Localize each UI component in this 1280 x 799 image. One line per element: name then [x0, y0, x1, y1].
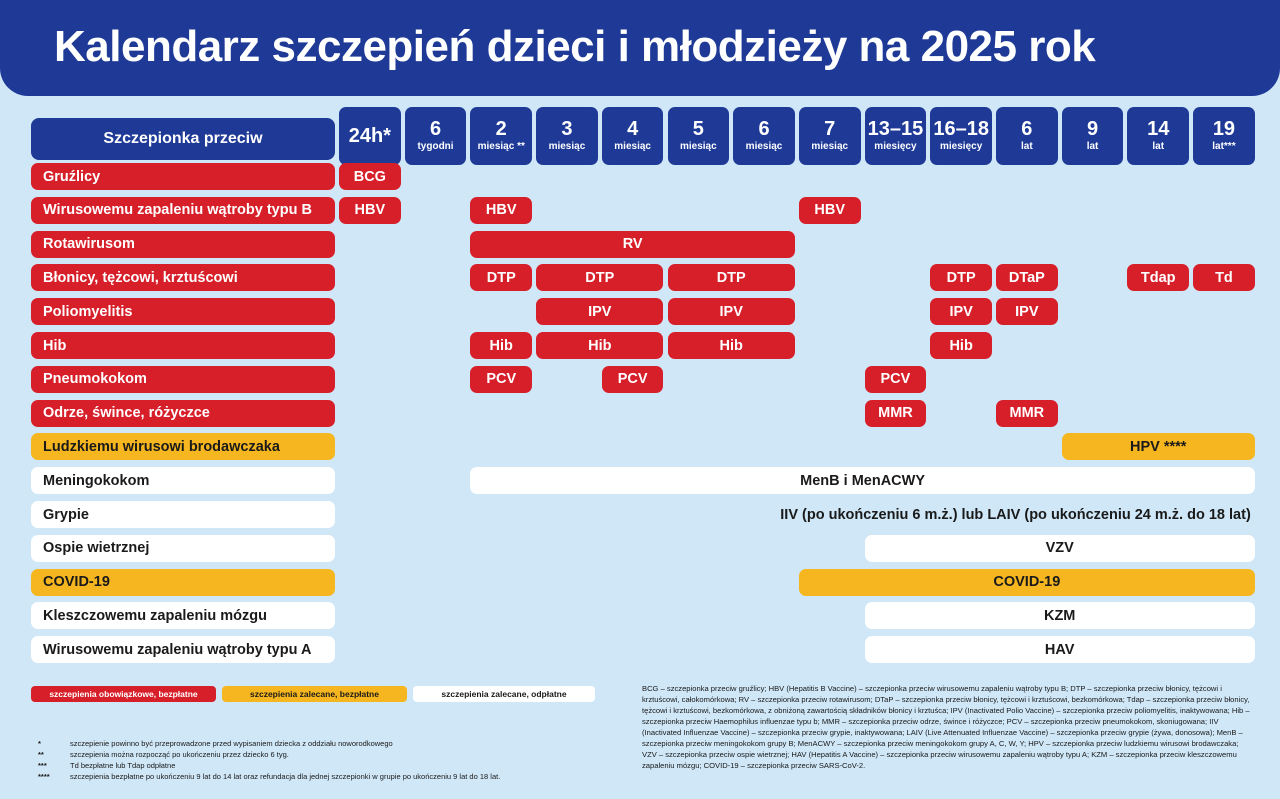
vaccine-dose-bar: Hib: [470, 332, 532, 359]
vaccine-dose-bar: HBV: [470, 197, 532, 224]
age-column-header: [536, 107, 598, 165]
age-number: 5: [692, 118, 704, 141]
legend-recommended-paid: szczepienia zalecane, odpłatne: [413, 686, 595, 702]
vaccine-dose-bar: MMR: [865, 400, 927, 427]
age-column-header: [865, 107, 927, 165]
age-column-header: [1193, 107, 1255, 165]
age-column-header: [930, 107, 992, 165]
age-unit: miesiąc: [614, 141, 651, 153]
age-column-header: [1127, 107, 1189, 165]
vaccine-dose-bar: DTP: [668, 264, 795, 291]
age-number: 19: [1212, 118, 1236, 141]
vaccine-row-label: Hib: [31, 332, 335, 359]
vaccine-row-label: Meningokokom: [31, 467, 335, 494]
age-unit: miesiąc: [811, 141, 849, 153]
footnote-text: szczepienie powinno być przeprowadzone przed wypisaniem dziecka z oddziału noworodkowego: [70, 739, 393, 748]
vaccine-row-label: Pneumokokom: [31, 366, 335, 393]
age-column-header: [602, 107, 664, 165]
vaccine-dose-bar: VZV: [865, 535, 1255, 562]
vaccine-dose-bar: DTaP: [996, 264, 1058, 291]
vaccine-dose-bar: HPV ****: [1062, 433, 1255, 460]
footnote: [38, 738, 638, 749]
age-column-header: [799, 107, 861, 165]
vaccine-row-label: Błonicy, tężcowi, krztuścowi: [31, 264, 335, 291]
vaccine-dose-bar: DTP: [470, 264, 532, 291]
age-column-header: [339, 107, 401, 165]
age-number: 3: [561, 118, 573, 141]
vaccine-row-label: Wirusowemu zapaleniu wątroby typu A: [31, 636, 335, 663]
age-unit: lat***: [1212, 141, 1236, 153]
age-column-header: [405, 107, 467, 165]
age-number: 6: [758, 118, 770, 141]
vaccine-dose-bar: IPV: [668, 298, 795, 325]
age-unit: lat: [1086, 141, 1099, 153]
vaccine-dose-bar: DTP: [536, 264, 663, 291]
age-unit: miesiąc: [745, 141, 783, 153]
vaccine-column-header: Szczepionka przeciw: [31, 118, 335, 160]
vaccine-row-label: Rotawirusom: [31, 231, 335, 258]
vaccine-dose-bar: Hib: [668, 332, 795, 359]
age-unit: lat: [1021, 141, 1033, 153]
footnote-mark: ***: [38, 761, 47, 770]
vaccine-dose-bar: Tdap: [1127, 264, 1189, 291]
footnotes: [38, 738, 638, 782]
age-column-header: [733, 107, 795, 165]
vaccine-dose-bar: HAV: [865, 636, 1255, 663]
footnote: [38, 771, 638, 782]
vaccine-dose-bar: PCV: [865, 366, 927, 393]
vaccine-dose-bar: DTP: [930, 264, 992, 291]
vaccine-dose-bar: MMR: [996, 400, 1058, 427]
vaccine-row-label: COVID-19: [31, 569, 335, 596]
age-number: 14: [1147, 118, 1170, 141]
vaccine-row-label: Poliomyelitis: [31, 298, 335, 325]
vaccine-row-label: Gruźlicy: [31, 163, 335, 190]
age-number: 24h*: [348, 124, 391, 147]
age-unit: tygodni: [417, 141, 454, 153]
legend-mandatory: szczepienia obowiązkowe, bezpłatne: [31, 686, 216, 702]
age-number: 6: [1021, 118, 1033, 141]
footnote-text: Td bezpłatne lub Tdap odpłatne: [70, 761, 176, 770]
vaccine-dose-bar: IPV: [930, 298, 992, 325]
age-number: 7: [824, 118, 836, 141]
vaccine-row-label: Odrze, śwince, różyczce: [31, 400, 335, 427]
age-unit: miesiąc: [679, 141, 717, 153]
vaccine-row-label: Wirusowemu zapaleniu wątroby typu B: [31, 197, 335, 224]
age-column-header: [470, 107, 532, 165]
legend-recommended-free: szczepienia zalecane, bezpłatne: [222, 686, 407, 702]
age-number: 13–15: [867, 118, 924, 141]
vaccine-dose-bar: HBV: [799, 197, 861, 224]
vaccine-dose-bar: COVID-19: [799, 569, 1255, 596]
footnote: [38, 760, 638, 771]
header-banner: [0, 0, 1280, 96]
vaccine-dose-bar: Td: [1193, 264, 1255, 291]
page-title: Kalendarz szczepień dzieci i młodzieży na 2025 rok: [54, 22, 1096, 71]
vaccine-row-label: Kleszczowemu zapaleniu mózgu: [31, 602, 335, 629]
footnote-mark: *: [38, 739, 41, 748]
vaccine-dose-bar: HBV: [339, 197, 401, 224]
age-number: 2: [495, 118, 507, 141]
age-column-header: [668, 107, 730, 165]
age-unit: miesięcy: [940, 141, 983, 153]
footnote-mark: **: [38, 750, 44, 759]
vaccine-dose-bar: RV: [470, 231, 795, 258]
age-number: 9: [1086, 118, 1099, 141]
vaccine-dose-bar: Hib: [536, 332, 663, 359]
vaccine-dose-bar: PCV: [470, 366, 532, 393]
footnote-text: szczepienia bezpłatne po ukończeniu 9 lat do 14 lat oraz refundacja dla jednej szczepionki w grupie po ukończeniu 9 lat do 18 lat.: [70, 772, 501, 781]
age-number: 16–18: [933, 118, 989, 141]
vaccine-row-label: Ludzkiemu wirusowi brodawczaka: [31, 433, 335, 460]
vaccine-dose-bar: IPV: [536, 298, 663, 325]
age-column-header: [996, 107, 1058, 165]
age-column-header: [1062, 107, 1124, 165]
vaccine-row-label: Ospie wietrznej: [31, 535, 335, 562]
vaccine-dose-bar: Hib: [930, 332, 992, 359]
vaccine-dose-bar: IPV: [996, 298, 1058, 325]
footnote-mark: ****: [38, 772, 50, 781]
vaccine-dose-bar: BCG: [339, 163, 401, 190]
age-unit: lat: [1152, 141, 1165, 153]
age-number: 4: [627, 118, 639, 141]
vaccine-dose-bar: KZM: [865, 602, 1255, 629]
footnote: [38, 749, 638, 760]
vaccine-dose-bar: PCV: [602, 366, 664, 393]
footnote-text: szczepienia można rozpocząć po ukończeniu przez dziecko 6 tyg.: [70, 750, 289, 759]
vaccine-dose-bar: IIV (po ukończeniu 6 m.ż.) lub LAIV (po ukończeniu 24 m.ż. do 18 lat): [780, 506, 1251, 523]
abbreviations-glossary: BCG – szczepionka przeciw gruźlicy; HBV (Hepatitis B Vaccine) – szczepionka przeciw wirusowemu zapaleniu wątroby typu B; DTP – szczepionka przeciw błonicy, tężcowi i krztuścowi, całokomórkowa; RV – szczepionka przeciw rotawirusom; DTaP – szczepionka przeciw błonicy, tężcowi i krztuścowi, bezkomórkowa; Tdap – szczepionka przeciw błonicy, tężcowi i krztuścowi, bezkomórkowa, z obniżoną zawartością składników błonicy i krztuśca; IPV (Inactivated Polio Vaccine) – szczepionka przeciw poliomyelitis, inaktywowana; Hib – szczepionka przeciw Haemophilus influenzae typu b; MMR – szczepionka przeciw odrze, śwince i różyczce; PCV – szczepionka przeciw pneumokokom, skoniugowana; IIV (Inactivated Influenzae Vaccine) – szczepionka przeciw grypie, inaktywowana; LAIV (Live Attenuated Influenzae Vaccine) – szczepionka przeciw grypie (żywa, donosowa); MenB – szczepionka przeciw meningokokom grupy B; MenACWY – szczepionka przeciw meningokokom grupy A, C, W, Y; HPV – szczepionka przeciw ludzkiemu wirusowi brodawczaka; VZV – szczepionka przeciw ospie wietrznej; HAV (Hepatitis A Vaccine) – szczepionka przeciw wirusowemu zapaleniu wątroby typu A; KZM – szczepionka przeciw kleszczowemu zapaleniu mózgu; COVID-19 – szczepionka przeciw SARS-CoV-2.: [642, 684, 1250, 770]
age-unit: miesięcy: [874, 141, 917, 153]
age-unit: miesiąc: [548, 141, 586, 153]
age-number: 6: [429, 118, 442, 141]
age-unit: miesiąc **: [477, 141, 525, 153]
vaccine-row-label: Grypie: [31, 501, 335, 528]
vaccine-dose-bar: MenB i MenACWY: [470, 467, 1254, 494]
